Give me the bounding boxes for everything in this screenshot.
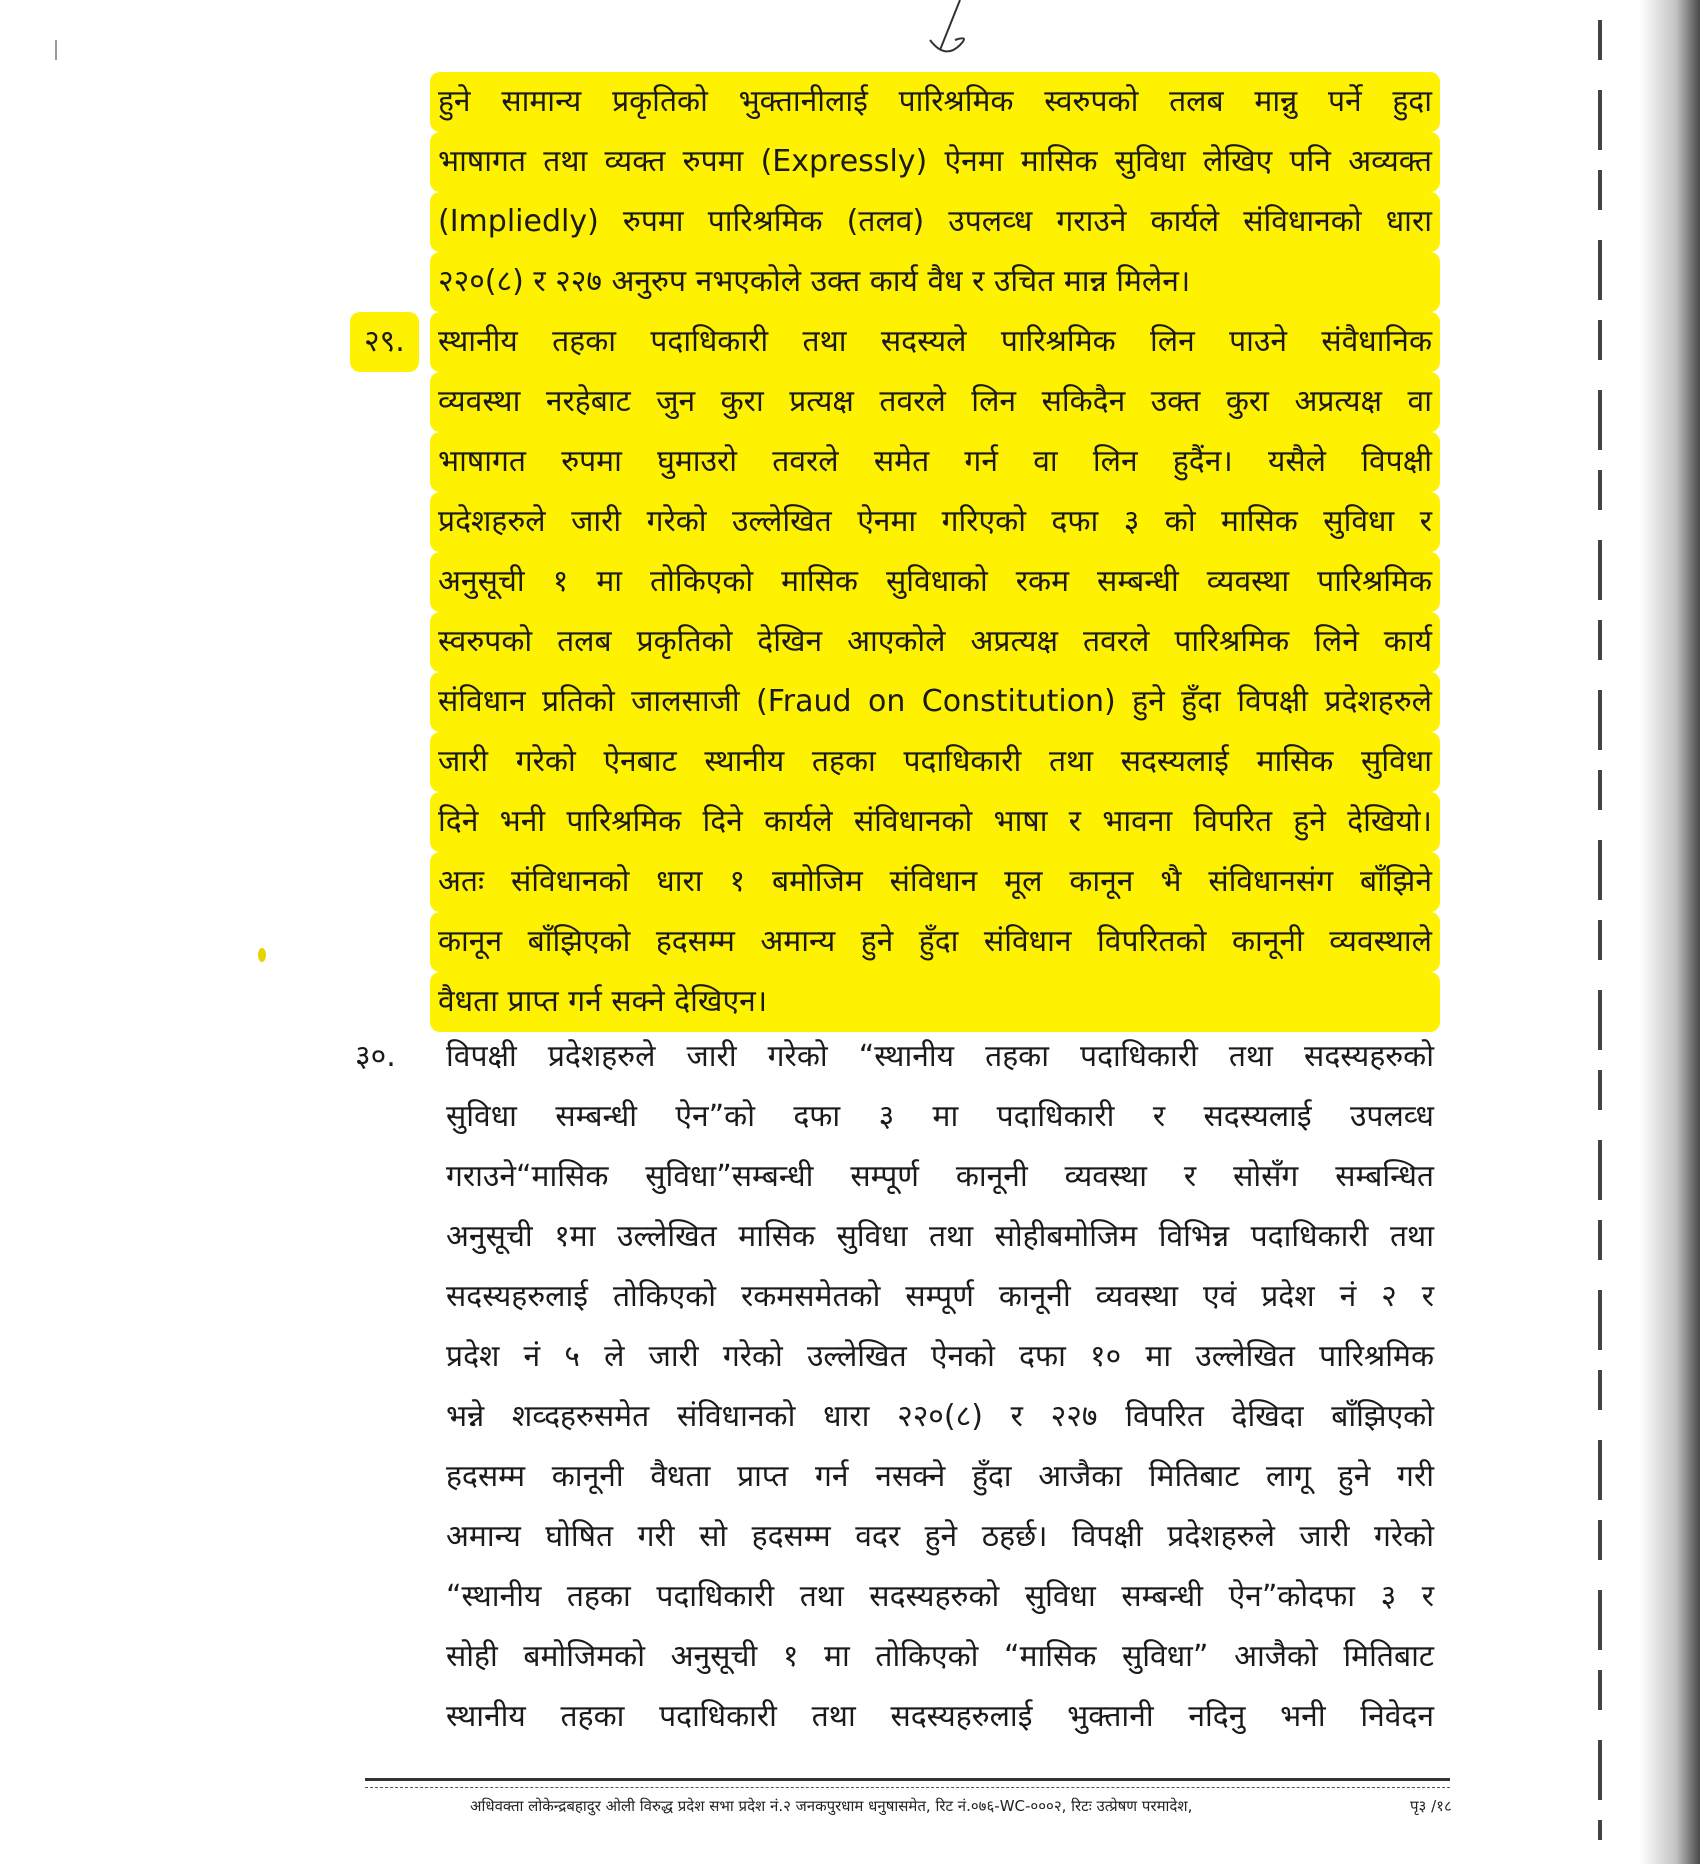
text-line: भाषागत रुपमा घुमाउरो तवरले समेत गर्न वा लिन हुदैंन। यसैले विपक्षी: [430, 432, 1440, 492]
text-line: (Impliedly) रुपमा पारिश्रमिक (तलव) उपलव्ध गराउने कार्यले संविधानको धारा: [430, 192, 1440, 252]
text-line: “स्थानीय तहका पदाधिकारी तथा सदस्यहरुको सुविधा सम्बन्धी ऐन”कोदफा ३ र: [446, 1579, 1434, 1614]
text-line: हुने सामान्य प्रकृतिको भुक्तानीलाई पारिश्रमिक स्वरुपको तलब मान्नु पर्ने हुदा: [430, 72, 1440, 132]
text-line: अतः संविधानको धारा १ बमोजिम संविधान मूल कानून भै संविधानसंग बाँझिने: [430, 852, 1440, 912]
text-line: विपक्षी प्रदेशहरुले जारी गरेको “स्थानीय तहका पदाधिकारी तथा सदस्यहरुको: [446, 1039, 1434, 1074]
footer-rule: [365, 1778, 1450, 1788]
text-line: जारी गरेको ऐनबाट स्थानीय तहका पदाधिकारी तथा सदस्यलाई मासिक सुविधा: [430, 732, 1440, 792]
text-line: अमान्य घोषित गरी सो हदसम्म वदर हुने ठहर्छ। विपक्षी प्रदेशहरुले जारी गरेको: [446, 1519, 1434, 1554]
text-line: अनुसूची १ मा तोकिएको मासिक सुविधाको रकम सम्बन्धी व्यवस्था पारिश्रमिक: [430, 552, 1440, 612]
page-footer: [470, 1794, 1470, 1818]
footer-caption: अधिवक्ता लोकेन्द्रबहादुर ओली विरुद्ध प्रदेश सभा प्रदेश नं.२ जनकपुरधाम धनुषासमेत, रिट नं.०७६-WC-०००२, रिटः उत्प्रेषण परमादेश,: [470, 1797, 1193, 1815]
text-line: अनुसूची १मा उल्लेखित मासिक सुविधा तथा सोहीबमोजिम विभिन्न पदाधिकारी तथा: [446, 1219, 1434, 1254]
text-line: स्वरुपको तलब प्रकृतिको देखिन आएकोले अप्रत्यक्ष तवरले पारिश्रमिक लिने कार्य: [430, 612, 1440, 672]
text-line: व्यवस्था नरहेबाट जुन कुरा प्रत्यक्ष तवरले लिन सकिदैन उक्त कुरा अप्रत्यक्ष वा: [430, 372, 1440, 432]
page-number: पृ३ /१८: [1410, 1797, 1452, 1815]
scan-edge-shadow: [1640, 0, 1700, 1864]
right-margin-rule: [1598, 20, 1602, 1840]
text-line: भन्ने शव्दहरुसमेत संविधानको धारा २२०(८) र २२७ विपरित देखिदा बाँझिएको: [446, 1399, 1434, 1434]
text-line: सदस्यहरुलाई तोकिएको रकमसमेतको सम्पूर्ण कानूनी व्यवस्था एवं प्रदेश नं २ र: [446, 1279, 1434, 1314]
text-line: भाषागत तथा व्यक्त रुपमा (Expressly) ऐनमा मासिक सुविधा लेखिए पनि अव्यक्त: [430, 132, 1440, 192]
scan-margin-mark: [55, 40, 57, 60]
paragraph-29: [430, 312, 1440, 1032]
text-line: सोही बमोजिमको अनुसूची १ मा तोकिएको “मासिक सुविधा” आजैको मितिबाट: [446, 1639, 1434, 1674]
text-line: वैधता प्राप्त गर्न सक्ने देखिएन।: [430, 972, 1440, 1032]
text-line: प्रदेश नं ५ ले जारी गरेको उल्लेखित ऐनको दफा १० मा उल्लेखित पारिश्रमिक: [446, 1339, 1434, 1374]
text-line: गराउने“मासिक सुविधा”सम्बन्धी सम्पूर्ण कानूनी व्यवस्था र सोसँग सम्बन्धित: [446, 1159, 1434, 1194]
paragraph-number-29: २९.: [350, 312, 419, 372]
text-line: कानून बाँझिएको हदसम्म अमान्य हुने हुँदा संविधान विपरितको कानूनी व्यवस्थाले: [430, 912, 1440, 972]
text-line: स्थानीय तहका पदाधिकारी तथा सदस्यहरुलाई भुक्तानी नदिनु भनी निवेदन: [446, 1699, 1434, 1734]
highlighter-speck: [258, 948, 266, 962]
text-line: संविधान प्रतिको जालसाजी (Fraud on Constitution) हुने हुँदा विपक्षी प्रदेशहरुले: [430, 672, 1440, 732]
text-line: दिने भनी पारिश्रमिक दिने कार्यले संविधानको भाषा र भावना विपरित हुने देखियो।: [430, 792, 1440, 852]
text-line: २२०(८) र २२७ अनुरुप नभएकोले उक्त कार्य वैध र उचित मान्न मिलेन।: [430, 252, 1440, 312]
pen-scribble-icon: [900, 0, 990, 70]
text-line: सुविधा सम्बन्धी ऐन”को दफा ३ मा पदाधिकारी र सदस्यलाई उपलव्ध: [446, 1099, 1434, 1134]
paragraph-number-30: ३०.: [355, 1039, 396, 1074]
text-line: हदसम्म कानूनी वैधता प्राप्त गर्न नसक्ने हुँदा आजैका मितिबाट लागू हुने गरी: [446, 1459, 1434, 1494]
text-line: स्थानीय तहका पदाधिकारी तथा सदस्यले पारिश्रमिक लिन पाउने संवैधानिक: [430, 312, 1440, 372]
text-line: प्रदेशहरुले जारी गरेको उल्लेखित ऐनमा गरिएको दफा ३ को मासिक सुविधा र: [430, 492, 1440, 552]
continued-paragraph: [430, 72, 1440, 312]
paragraph-30: [438, 1027, 1442, 1747]
